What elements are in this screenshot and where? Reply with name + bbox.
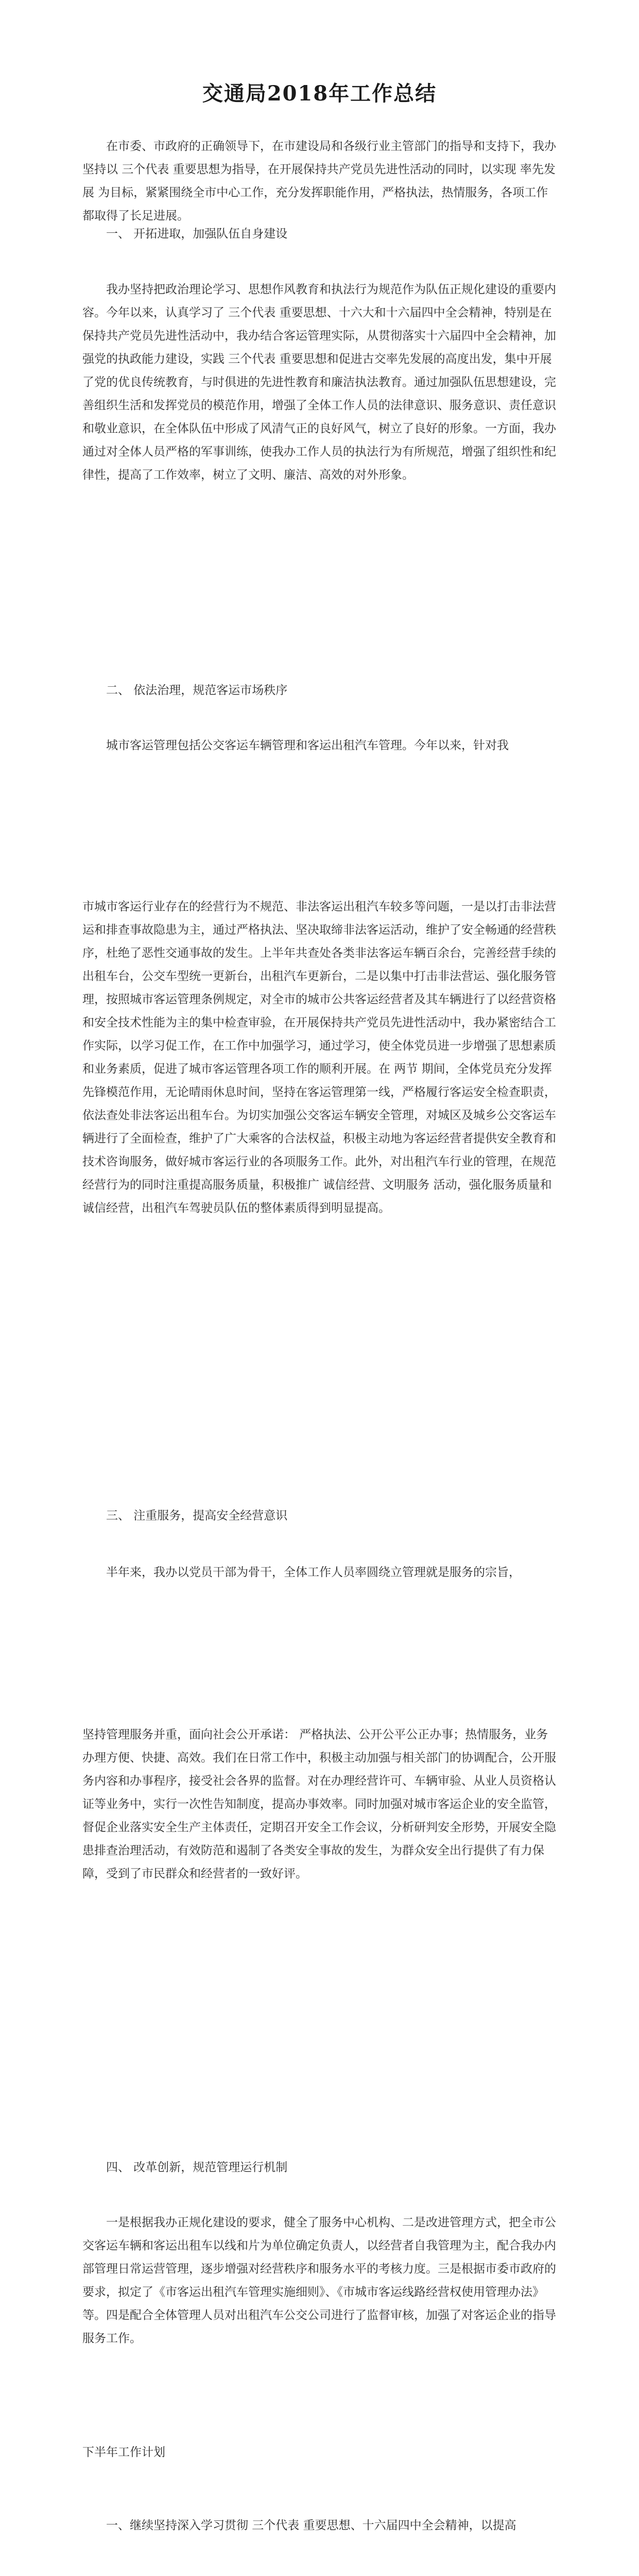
section3-heading: 三、 注重服务，提高安全经营意识 xyxy=(106,1509,288,1522)
intro-block xyxy=(82,135,559,228)
section2-body2-block xyxy=(82,895,559,1220)
section4-body-block xyxy=(82,2211,559,2350)
section1-block xyxy=(82,223,559,246)
section4-block xyxy=(82,2156,559,2179)
section1-body-block xyxy=(82,278,559,487)
section2-heading: 二、 依法治理，规范客运市场秩序 xyxy=(106,684,288,697)
document-title: 交通局2018年工作总结 xyxy=(202,81,437,106)
section1-paragraph: 我办坚持把政治理论学习、思想作风教育和执法行为规范作为队伍正规化建设的重要内容。今年以来，认真学习了 三个代表 重要思想、十六大和十六届四中全会精神，特别是在保持共产党员先进性活动中，我办结合客运管理实际，从贯彻落实十六届四中全会精神，加强党的执政能力建设，实践 三个代表 重要思想和促进古交率先发展的高度出发，集中开展了党的优良传统教育，与时俱进的先进性教育和廉洁执法教育。通过加强队伍思想建设，完善组织生活和发挥党员的模范作用，增强了全体工作人员的法律意识、服务意识、责任意识和敬业意识，在全体队伍中形成了风清气正的良好风气，树立了良好的形象。一方面，我办通过对全体人员严格的军事训练，使我办工作人员的执法行为有所规范，增强了组织性和纪律性，提高了工作效率，树立了文明、廉洁、高效的对外形象。 xyxy=(82,283,556,482)
section2-body1-block xyxy=(82,734,559,757)
section3-paragraph-1: 半年来，我办以党员干部为骨干，全体工作人员率圆绕立管理就是服务的宗旨， xyxy=(106,1566,521,1579)
section2-paragraph-2: 市城市客运行业存在的经营行为不规范、非法客运出租汽车较多等问题，一是以打击非法营运和排查事故隐患为主，通过严格执法、坚决取缔非法客运活动，维护了安全畅通的经营秩序，杜绝了恶性交通事故的发生。上半年共查处各类非法客运车辆百余台，完善经营手续的出租车台，公交车型统一更新台，出租汽车更新台，二是以集中打击非法营运、强化服务管理，按照城市客运管理条例规定，对全市的城市公共客运经营者及其车辆进行了以经营资格和安全技术性能为主的集中检查审验，在开展保持共产党员先进性活动中，我办紧密结合工作实际，以学习促工作，在工作中加强学习，通过学习，使全体党员进一步增强了思想素质和业务素质，促进了城市客运管理各项工作的顺利开展。在 两节 期间，全体党员充分发挥先锋模范作用，无论晴雨休息时间，坚持在客运管理第一线，严格履行客运安全检查职责，依法查处非法客运出租车台。为切实加强公交客运车辆安全管理，对城区及城乡公交客运车辆进行了全面检查，维护了广大乘客的合法权益，积极主动地为客运经营者提供安全教育和技术咨询服务，做好城市客运行业的各项服务工作。此外，对出租汽车行业的管理，在规范经营行为的同时注重提高服务质量，积极推广 诚信经营、文明服务 活动，强化服务质量和诚信经营，出租汽车驾驶员队伍的整体素质得到明显提高。 xyxy=(82,900,556,1215)
section4-heading: 四、 改革创新，规范管理运行机制 xyxy=(106,2161,288,2174)
plan-item-1-start: 一、继续坚持深入学习贯彻 三个代表 重要思想、十六届四中全会精神，以提高 xyxy=(106,2519,516,2532)
section3-block xyxy=(82,1504,559,1528)
section2-paragraph-1: 城市客运管理包括公交客运车辆管理和客运出租汽车管理。今年以来，针对我 xyxy=(106,739,509,752)
section3-body2-block xyxy=(82,1723,559,1886)
section4-paragraph: 一是根据我办正规化建设的要求，健全了服务中心机构、二是改进管理方式，把全市公交客运车辆和客运出租车以线和片为单位确定负责人，以经营者自我管理为主，配合我办内部管理日常运营管理，逐步增强对经营秩序和服务水平的考核力度。三是根据市委市政府的要求，拟定了《市客运出租汽车管理实施细则》、《市城市客运线路经营权使用管理办法》等。四是配合全体管理人员对出租汽车公交公司进行了监督审核，加强了对客运企业的指导服务工作。 xyxy=(82,2216,556,2345)
plan-item1a-block xyxy=(82,2514,559,2537)
plan-label-block xyxy=(82,2441,559,2464)
plan-label: 下半年工作计划 xyxy=(82,2446,165,2459)
intro-paragraph: 在市委、市政府的正确领导下，在市建设局和各级行业主管部门的指导和支持下，我办坚持以 三个代表 重要思想为指导，在开展保持共产党员先进性活动的同时，以实现 率先发展 为目标，紧紧围绕全市中心工作，充分发挥职能作用，严格执法，热情服务，各项工作都取得了长足进展。 xyxy=(82,140,556,223)
section1-heading: 一、 开拓进取，加强队伍自身建设 xyxy=(106,227,288,241)
section3-paragraph-2: 坚持管理服务并重，面向社会公开承诺： 严格执法、公开公平公正办事；热情服务，业务办理方便、快捷、高效。我们在日常工作中，积极主动加强与相关部门的协调配合，公开服务内容和办事程序，接受社会各界的监督。对在办理经营许可、车辆审验、从业人员资格认证等业务中，实行一次性告知制度，提高办事效率。同时加强对城市客运企业的安全监管，督促企业落实安全生产主体责任，定期召开安全工作会议，分析研判安全形势，开展安全隐患排查治理活动，有效防范和遏制了各类安全事故的发生，为群众安全出行提供了有力保障，受到了市民群众和经营者的一致好评。 xyxy=(82,1728,556,1880)
section3-body1-block xyxy=(82,1561,559,1584)
section2-block xyxy=(82,679,559,702)
